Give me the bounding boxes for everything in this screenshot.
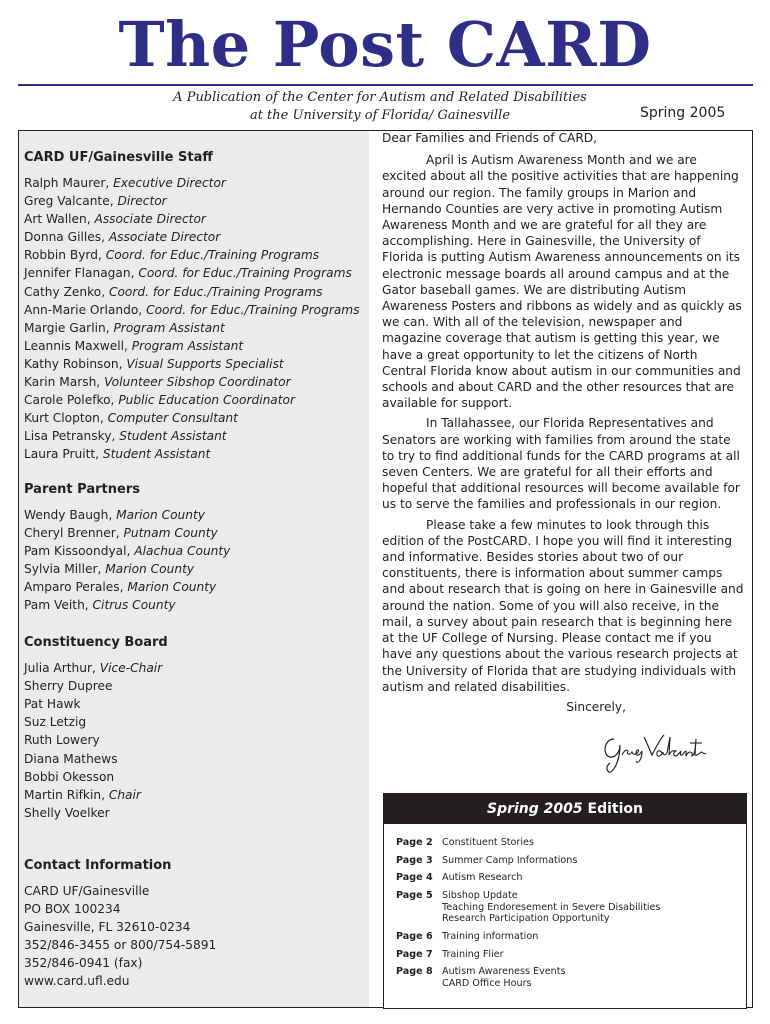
toc-item: Autism Awareness Events	[442, 966, 566, 978]
toc-item: Autism Research	[442, 872, 523, 884]
signature-image	[600, 725, 710, 773]
contact-line: 352/846-0941 (fax)	[24, 956, 143, 971]
list-item	[24, 560, 369, 578]
member-name: Carole Polefko,	[24, 393, 115, 408]
list-item	[24, 301, 369, 319]
member-name: Suz Letzig	[24, 715, 87, 730]
list-item	[24, 578, 369, 596]
toc-page-number: Page 7	[396, 948, 433, 960]
toc-item: Training information	[442, 930, 539, 942]
member-role: Marion County	[105, 561, 195, 576]
publication-subtitle	[120, 89, 640, 125]
constituency-board-heading: Constituency Board	[24, 635, 168, 651]
table-of-contents	[384, 837, 746, 990]
member-name: Julia Arthur,	[24, 661, 96, 676]
toc-entry	[384, 837, 746, 849]
member-name: Sherry Dupree	[24, 679, 113, 694]
member-name: Jennifer Flanagan,	[24, 266, 135, 281]
member-name: Ann-Marie Orlando,	[24, 302, 143, 317]
list-item	[24, 731, 369, 749]
parent-partners-section	[24, 482, 369, 615]
member-role: Associate Director	[94, 212, 206, 227]
member-role: Visual Supports Specialist	[126, 356, 284, 371]
constituency-board-list	[24, 659, 369, 822]
list-item	[24, 391, 369, 409]
member-name: Leannis Maxwell,	[24, 338, 128, 353]
member-name: Amparo Perales,	[24, 579, 124, 594]
member-role: Chair	[108, 787, 141, 802]
member-name: Cheryl Brenner,	[24, 525, 120, 540]
staff-section	[24, 150, 369, 464]
toc-page-number: Page 6	[396, 930, 433, 942]
toc-items	[430, 931, 538, 943]
member-name: Karin Marsh,	[24, 375, 101, 390]
contact-list	[24, 882, 369, 991]
toc-item: Research Participation Opportunity	[442, 913, 610, 925]
subtitle-line-1: A Publication of the Center for Autism and Related Disabilities	[173, 90, 587, 105]
member-name: Margie Garlin,	[24, 320, 110, 335]
edition-banner-label: Edition	[587, 801, 643, 817]
toc-page-number: Page 8	[396, 966, 433, 978]
toc-page-number: Page 5	[396, 889, 433, 901]
subtitle-line-2: at the University of Florida/ Gainesville	[249, 108, 511, 123]
member-name: Wendy Baugh,	[24, 507, 113, 522]
sidebar	[24, 150, 369, 990]
toc-items	[430, 966, 566, 990]
toc-page-number: Page 3	[396, 854, 433, 866]
member-role: Vice-Chair	[99, 661, 163, 676]
list-item	[24, 264, 369, 282]
list-item	[24, 786, 369, 804]
member-role: Coord. for Educ./Training Programs	[138, 266, 352, 281]
list-item	[24, 524, 369, 542]
toc-item: Sibshop Update	[442, 889, 518, 901]
toc-items	[430, 872, 522, 884]
toc-item: Teaching Endoresement in Severe Disabilities	[442, 901, 661, 913]
member-role: Director	[117, 194, 167, 209]
list-item	[24, 355, 369, 373]
member-name: Greg Valcante,	[24, 194, 114, 209]
director-letter	[382, 130, 744, 715]
list-item	[24, 695, 369, 713]
toc-item: Constituent Stories	[442, 837, 534, 848]
toc-item: Summer Camp Informations	[442, 854, 578, 866]
toc-page-number: Page 2	[396, 837, 433, 848]
member-name: Shelly Voelker	[24, 805, 110, 820]
member-role: Student Assistant	[102, 447, 211, 462]
member-name: Ruth Lowery	[24, 733, 100, 748]
toc-items	[430, 855, 577, 867]
contact-line: Gainesville, FL 32610-0234	[24, 920, 191, 935]
edition-banner	[384, 794, 746, 824]
toc-item: CARD Office Hours	[442, 977, 532, 989]
member-role: Citrus County	[92, 597, 176, 612]
contact-line: PO BOX 100234	[24, 902, 121, 916]
list-item	[24, 596, 369, 614]
member-role: Coord. for Educ./Training Programs	[108, 284, 323, 299]
member-name: Laura Pruitt,	[24, 447, 100, 462]
masthead-title: The Post CARD	[118, 8, 652, 81]
contact-line: www.card.ufl.edu	[24, 974, 130, 989]
member-role: Computer Consultant	[107, 411, 238, 426]
contact-line: 352/846-3455 or 800/754-5891	[24, 938, 217, 953]
member-role: Coord. for Educ./Training Programs	[105, 248, 320, 263]
toc-entry	[384, 931, 746, 943]
issue-date: Spring 2005	[640, 105, 726, 121]
member-name: Pam Kissoondyal,	[24, 543, 131, 558]
parent-partners-heading: Parent Partners	[24, 481, 140, 497]
toc-entry	[384, 966, 746, 990]
member-name: Martin Rifkin,	[24, 787, 105, 802]
list-item	[24, 768, 369, 786]
member-name: Cathy Zenko,	[24, 284, 106, 299]
member-role: Marion County	[127, 579, 217, 594]
contact-section	[24, 858, 369, 991]
list-item	[24, 506, 369, 524]
member-role: Volunteer Sibshop Coordinator	[104, 375, 291, 390]
letter-salutation: Dear Families and Friends of CARD,	[382, 131, 598, 145]
letter-paragraph: April is Autism Awareness Month and we are excited about all the positive activities that are happening around our region. The family groups in Marion and Hernando Counties are very active in promoting Autism Awareness Month and we are grateful for all they are accomplishing. Here in Gainesville, the University of Florida is putting Autism Awareness announcements on its electronic message boards all around campus and at the Gator baseball games. We are distributing Autism Awareness Posters and ribbons as widely and as quickly as we can. With all of the television, newspaper and magazine coverage that autism is getting this year, we have a great opportunity to let the citizens of North Central Florida know about autism in our communities and schools and about CARD and the other resources that are available for support.	[382, 153, 742, 411]
member-role: Public Education Coordinator	[118, 393, 296, 408]
member-name: Diana Mathews	[24, 751, 118, 766]
member-name: Kathy Robinson,	[24, 356, 123, 371]
toc-items	[430, 949, 504, 961]
member-name: Kurt Clopton,	[24, 411, 104, 426]
member-role: Putnam County	[123, 525, 218, 540]
list-item	[24, 283, 369, 301]
list-item	[24, 427, 369, 445]
list-item	[24, 750, 369, 768]
letter-paragraph: Please take a few minutes to look through this edition of the PostCARD. I hope you will find it interesting and informative. Besides stories about two of our constituents, there is information about summer camps and about research that is going on here in Gainesville and around the nation. Some of you will also receive, in the mail, a survey about pain research that is beginning here at the UF College of Nursing. Please contact me if you have any questions about the various research projects at the University of Florida that are studying individuals with autism and related disabilities.	[382, 517, 744, 694]
letter-paragraph: In Tallahassee, our Florida Representatives and Senators are working with families from around the state to try to find additional funds for the CARD programs at all seven Centers. We are grateful for all their efforts and hopeful that additional resources will become available for us to serve the families and professionals in our region.	[382, 416, 740, 512]
list-item	[24, 804, 369, 822]
member-name: Bobbi Okesson	[24, 769, 115, 784]
member-role: Program Assistant	[113, 320, 225, 335]
list-item	[24, 174, 369, 192]
list-item	[24, 677, 369, 695]
list-item	[24, 542, 369, 560]
toc-entry	[384, 890, 746, 925]
list-item	[24, 445, 369, 463]
toc-item: Training Flier	[442, 948, 504, 960]
masthead-rule	[18, 84, 753, 86]
member-name: Sylvia Miller,	[24, 561, 102, 576]
toc-entry	[384, 949, 746, 961]
list-item	[24, 210, 369, 228]
member-role: Marion County	[116, 507, 205, 522]
member-name: Robbin Byrd,	[24, 248, 102, 263]
member-role: Associate Director	[108, 230, 221, 245]
list-item	[24, 659, 369, 677]
constituency-board-section	[24, 635, 369, 822]
toc-items	[430, 837, 534, 849]
list-item	[24, 713, 369, 731]
staff-heading: CARD UF/Gainesville Staff	[24, 150, 213, 165]
member-name: Art Wallen,	[24, 212, 91, 227]
list-item	[24, 409, 369, 427]
edition-banner-season: Spring 2005	[487, 801, 583, 817]
member-role: Alachua County	[134, 543, 231, 558]
list-item	[24, 192, 369, 210]
list-item	[24, 337, 369, 355]
member-name: Ralph Maurer,	[24, 176, 110, 190]
member-role: Student Assistant	[119, 429, 227, 444]
edition-contents-box	[383, 793, 747, 1009]
member-role: Coord. for Educ./Training Programs	[146, 302, 360, 317]
member-name: Lisa Petransky,	[24, 429, 116, 444]
toc-entry	[384, 872, 746, 884]
letter-closing: Sincerely,	[566, 699, 626, 714]
toc-items	[430, 890, 660, 925]
staff-list	[24, 174, 369, 464]
list-item	[24, 246, 369, 264]
contact-line: CARD UF/Gainesville	[24, 883, 150, 898]
member-role: Program Assistant	[131, 338, 244, 353]
contact-heading: Contact Information	[24, 857, 172, 873]
member-name: Donna Gilles,	[24, 230, 105, 245]
member-role: Executive Director	[113, 176, 226, 190]
parent-partners-list	[24, 506, 369, 615]
list-item	[24, 319, 369, 337]
list-item	[24, 373, 369, 391]
toc-entry	[384, 855, 746, 867]
toc-page-number: Page 4	[396, 872, 433, 884]
member-name: Pam Veith,	[24, 597, 89, 612]
list-item	[24, 228, 369, 246]
member-name: Pat Hawk	[24, 697, 81, 712]
